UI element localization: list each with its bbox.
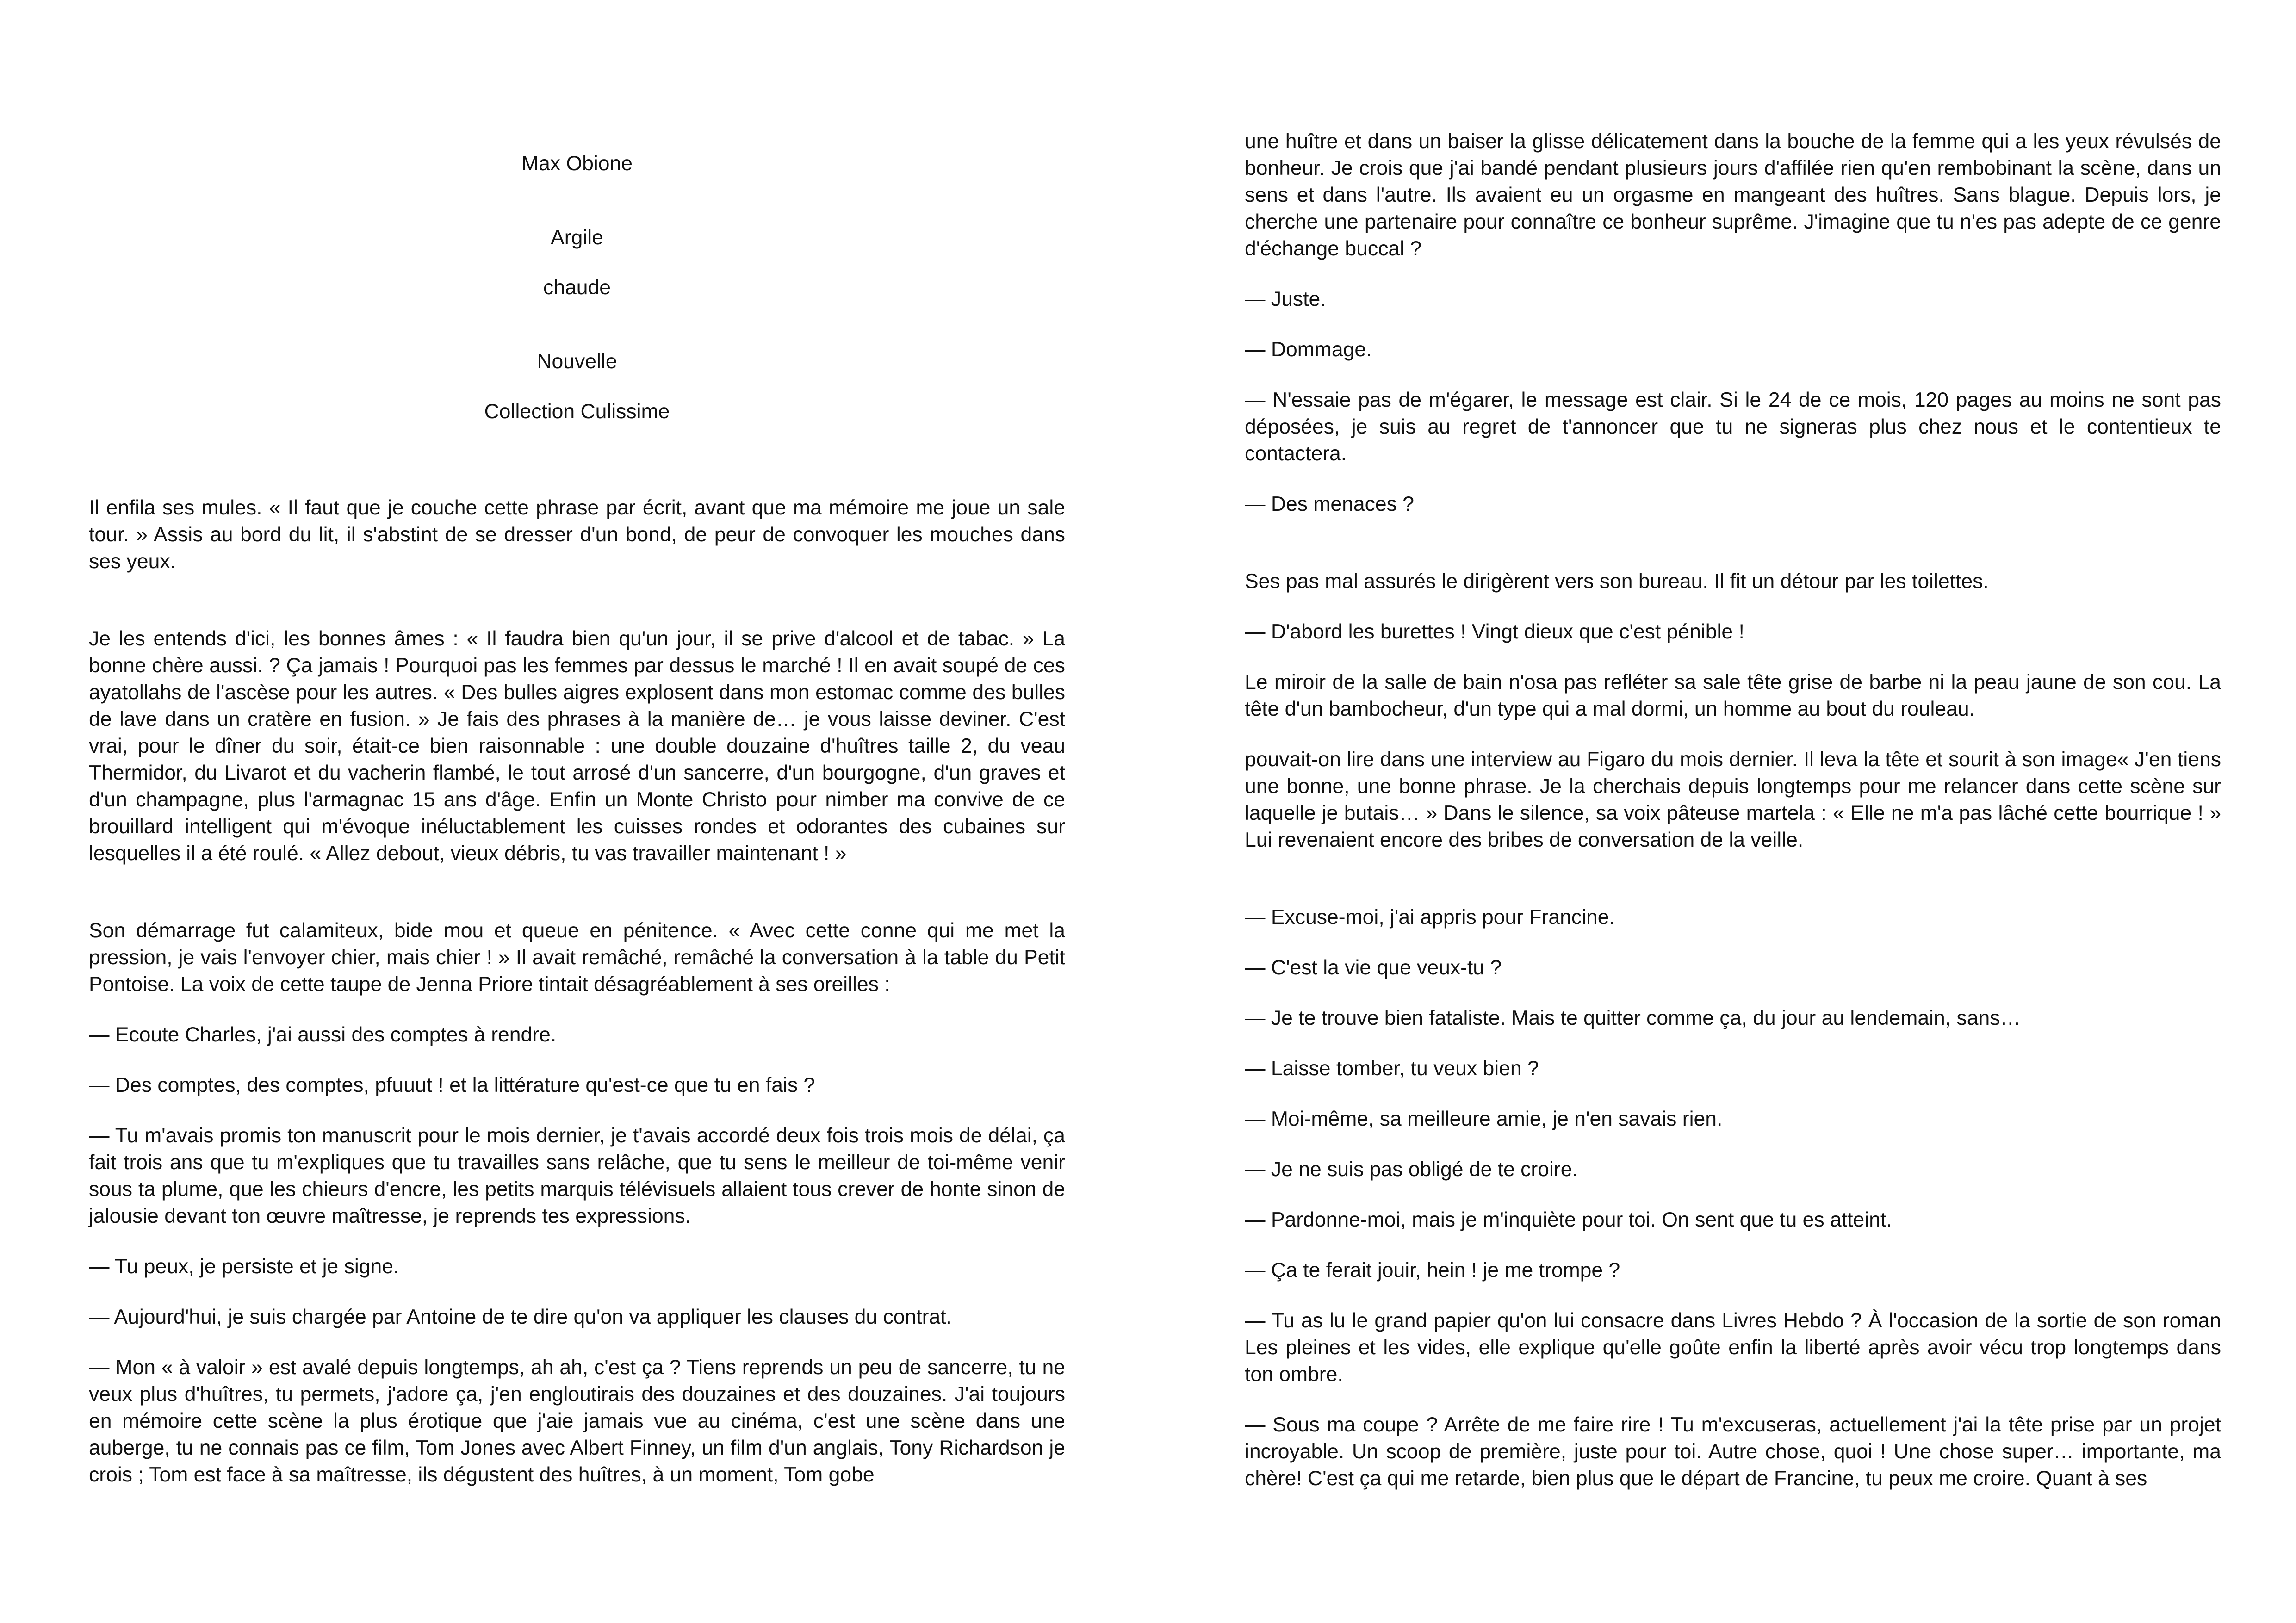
dialogue-line: — Ecoute Charles, j'ai aussi des comptes à rendre.	[89, 1023, 557, 1046]
genre-label: Nouvelle	[537, 350, 617, 373]
paragraph: Il enfila ses mules. « Il faut que je couche cette phrase par écrit, avant que ma mémoire me joue un sale tour. » Assis au bord du lit, il s'abstint de se dresser d'un bond, de peur de convoquer les mouches dans ses yeux.	[89, 496, 1065, 573]
paragraph: pouvait-on lire dans une interview au Figaro du mois dernier. Il leva la tête et sourit à son image« J'en tiens une bonne, une bonne phrase. Je la cherchais depuis longtemps pour me relancer dans cette scène sur laquelle je butais… » Dans le silence, sa voix pâteuse martela : « Elle ne m'a pas lâché cette bourrique ! » Lui revenaient encore des bribes de conversation de la veille.	[1245, 748, 2221, 851]
dialogue-line: — Mon « à valoir » est avalé depuis longtemps, ah ah, c'est ça ? Tiens reprends un peu de sancerre, tu ne veux plus d'huîtres, tu permets, j'adore ça, j'en engloutirais des douzaines et des douzaines. J'ai toujours en mémoire cette scène la plus érotique que j'aie jamais vue au cinéma, c'est une scène dans une auberge, tu ne connais pas ce film, Tom Jones avec Albert Finney, un film d'un anglais, Tony Richardson je crois ; Tom est face à sa maîtresse, ils dégustent des huîtres, à un moment, Tom gobe	[89, 1356, 1065, 1486]
dialogue-line: — Tu peux, je persiste et je signe.	[89, 1255, 399, 1278]
dialogue-line: — Tu m'avais promis ton manuscrit pour le mois dernier, je t'avais accordé deux fois trois mois de délai, ça fait trois ans que tu m'expliques que tu travailles sans relâche, que tu sens le meilleur de toi-même venir sous ta plume, que les chieurs d'encre, les petits marquis télévisuels allaient tous crever de honte sinon de jalousie devant ton œuvre maîtresse, je reprends tes expressions.	[89, 1124, 1065, 1227]
dialogue-line: — Ça te ferait jouir, hein ! je me trompe ?	[1245, 1259, 1620, 1282]
author-name: Max Obione	[521, 152, 633, 175]
dialogue-line: — D'abord les burettes ! Vingt dieux que c'est pénible !	[1245, 620, 1744, 643]
paragraph: Ses pas mal assurés le dirigèrent vers son bureau. Il fit un détour par les toilettes.	[1245, 570, 1989, 593]
dialogue-line: — Pardonne-moi, mais je m'inquiète pour toi. On sent que tu es atteint.	[1245, 1208, 1892, 1231]
dialogue-line: — Je te trouve bien fataliste. Mais te quitter comme ça, du jour au lendemain, sans…	[1245, 1007, 2021, 1029]
dialogue-line: — Aujourd'hui, je suis chargée par Antoine de te dire qu'on va appliquer les clauses du contrat.	[89, 1306, 952, 1328]
paragraph: une huître et dans un baiser la glisse délicatement dans la bouche de la femme qui a les yeux révulsés de bonheur. Je crois que j'ai bandé pendant plusieurs jours d'affilée rien qu'en rembobinant la scène, dans un sens et dans l'autre. Ils avaient eu un orgasme en mangeant des huîtres. Sans blague. Depuis lors, je cherche une partenaire pour connaître ce bonheur suprême. J'imagine que tu n'es pas adepte de ce genre d'échange buccal ?	[1245, 130, 2221, 260]
dialogue-line: — N'essaie pas de m'égarer, le message est clair. Si le 24 de ce mois, 120 pages au moins ne sont pas déposées, je suis au regret de t'annoncer que tu ne signeras plus chez nous et le contentieux te contactera.	[1245, 389, 2221, 465]
collection-label: Collection Culissime	[484, 400, 670, 423]
paragraph: Le miroir de la salle de bain n'osa pas refléter sa sale tête grise de barbe ni la peau jaune de son cou. La tête d'un bambocheur, d'un type qui a mal dormi, un homme au bout du rouleau.	[1245, 671, 2221, 720]
right-text-column	[1245, 128, 2221, 1516]
dialogue-line: — Des menaces ?	[1245, 493, 1415, 515]
dialogue-line: — Sous ma coupe ? Arrête de me faire rire ! Tu m'excuseras, actuellement j'ai la tête prise par un projet incroyable. Un scoop de première, juste pour toi. Autre chose, quoi ! Une chose super… importante, ma chère! C'est ça qui me retarde, bien plus que le départ de Francine, tu peux me croire. Quant à ses	[1245, 1413, 2221, 1490]
title-line-1: Argile	[551, 226, 603, 249]
dialogue-line: — Excuse-moi, j'ai appris pour Francine.	[1245, 906, 1615, 929]
dialogue-line: — C'est la vie que veux-tu ?	[1245, 956, 1502, 979]
right-page	[1148, 0, 2296, 1623]
dialogue-line: — Laisse tomber, tu veux bien ?	[1245, 1057, 1539, 1080]
paragraph: Son démarrage fut calamiteux, bide mou et queue en pénitence. « Avec cette conne qui me met la pression, je vais l'envoyer chier, mais chier ! » Il avait remâché, remâché la conversation à la table du Petit Pontoise. La voix de cette taupe de Jenna Priore tintait désagréablement à ses oreilles :	[89, 919, 1065, 996]
dialogue-line: — Moi-même, sa meilleure amie, je n'en savais rien.	[1245, 1108, 1723, 1130]
left-text-column	[89, 495, 1065, 1512]
dialogue-line: — Des comptes, des comptes, pfuuut ! et la littérature qu'est-ce que tu en fais ?	[89, 1074, 815, 1096]
dialogue-line: — Juste.	[1245, 288, 1326, 310]
dialogue-line: — Dommage.	[1245, 338, 1372, 361]
dialogue-line: — Je ne suis pas obligé de te croire.	[1245, 1158, 1578, 1181]
paragraph: Je les entends d'ici, les bonnes âmes : « Il faudra bien qu'un jour, il se prive d'alcool et de tabac. » La bonne chère aussi. ? Ça jamais ! Pourquoi pas les femmes par dessus le marché ! Il en avait soupé de ces ayatollahs de l'ascèse pour les autres. « Des bulles aigres explosent dans mon estomac comme des bulles de lave dans un cratère en fusion. » Je fais des phrases à la manière de… je vous laisse deviner. C'est vrai, pour le dîner du soir, était-ce bien raisonnable : une double douzaine d'huîtres taille 2, du veau Thermidor, du Livarot et du vacherin flambé, le tout arrosé d'un sancerre, d'un bourgogne, d'un graves et d'un champagne, plus l'armagnac 15 ans d'âge. Enfin un Monte Christo pour nimber ma convive de ce brouillard intelligent qui m'évoque inéluctablement les cuisses rondes et odorantes des cubaines sur lesquelles il a été roulé. « Allez debout, vieux débris, tu vas travailler maintenant ! »	[89, 627, 1065, 865]
dialogue-line: — Tu as lu le grand papier qu'on lui consacre dans Livres Hebdo ? À l'occasion de la sortie de son roman Les pleines et les vides, elle explique qu'elle goûte enfin la liberté après avoir vécu trop longtemps dans ton ombre.	[1245, 1309, 2221, 1386]
title-line-2: chaude	[543, 276, 611, 299]
